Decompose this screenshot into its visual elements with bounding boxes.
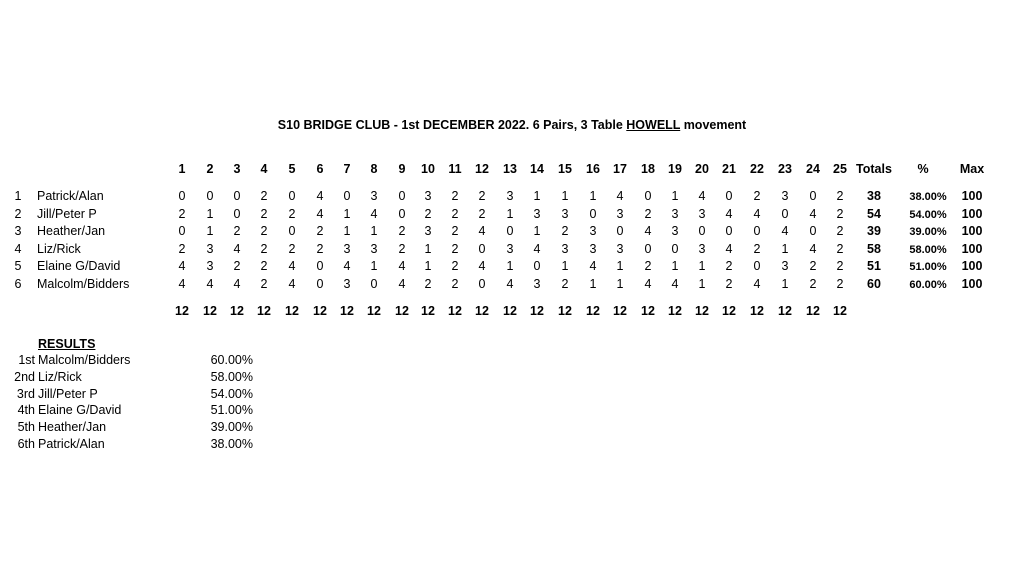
board-score: 2: [478, 189, 486, 203]
pair-total: 58: [867, 241, 881, 256]
board-score: 4: [206, 276, 214, 291]
board-score: 3: [206, 241, 214, 256]
board-header: 23: [778, 162, 792, 176]
board-header: 18: [641, 162, 655, 176]
board-score: 3: [370, 189, 378, 203]
board-score: 2: [836, 206, 844, 221]
board-score: 3: [781, 189, 789, 203]
board-score: 1: [781, 241, 789, 256]
board-score: 4: [316, 189, 324, 203]
pair-percent: 54.00%: [909, 208, 947, 221]
max-header: Max: [959, 162, 985, 176]
board-score: 0: [644, 189, 652, 203]
board-score: 4: [753, 206, 761, 221]
board-score: 4: [589, 259, 597, 273]
column-total: 12: [421, 304, 435, 318]
result-place: 3rd: [16, 386, 35, 401]
pair-max: 100: [961, 241, 983, 256]
board-score: 3: [561, 241, 569, 256]
board-score: 1: [424, 241, 432, 256]
board-score: 0: [616, 224, 624, 238]
column-total: 12: [448, 304, 462, 318]
board-score: 2: [233, 259, 241, 273]
board-score: 0: [781, 206, 789, 221]
pair-number: 3: [14, 224, 22, 238]
board-score: 2: [424, 276, 432, 291]
board-score: 3: [698, 241, 706, 256]
board-score: 3: [589, 224, 597, 238]
column-total: 12: [695, 304, 709, 318]
pair-percent: 38.00%: [909, 191, 947, 203]
board-score: 4: [398, 276, 406, 291]
board-score: 3: [671, 206, 679, 221]
board-score: 2: [451, 241, 459, 256]
board-header: 25: [833, 162, 847, 176]
board-header: 24: [806, 162, 820, 176]
column-total: 12: [175, 304, 189, 318]
board-score: 4: [809, 206, 817, 221]
board-score: 0: [206, 189, 214, 203]
board-header: 17: [613, 162, 627, 176]
board-score: 2: [836, 241, 844, 256]
result-place: 1st: [18, 353, 35, 367]
column-total: 12: [203, 304, 217, 318]
board-score: 2: [260, 241, 268, 256]
column-total: 12: [367, 304, 381, 318]
board-header: 1: [178, 162, 186, 176]
board-score: 3: [781, 259, 789, 273]
pair-name: Patrick/Alan: [37, 189, 104, 203]
board-header: 20: [695, 162, 709, 176]
board-score: 2: [644, 206, 652, 221]
board-header: 22: [750, 162, 764, 176]
board-header: 7: [343, 162, 351, 176]
board-score: 1: [589, 189, 597, 203]
board-score: 2: [753, 241, 761, 256]
board-score: 0: [478, 276, 486, 291]
board-score: 2: [260, 224, 268, 238]
column-total: 12: [230, 304, 244, 318]
board-score: 2: [260, 189, 268, 203]
pair-percent: 51.00%: [909, 261, 947, 273]
board-score: 1: [781, 276, 789, 291]
board-score: 2: [451, 206, 459, 221]
board-score: 1: [533, 224, 541, 238]
board-score: 2: [398, 241, 406, 256]
board-score: 0: [725, 189, 733, 203]
board-score: 4: [698, 189, 706, 203]
pair-total: 51: [867, 259, 881, 273]
board-score: 0: [698, 224, 706, 238]
board-score: 3: [506, 189, 514, 203]
board-score: 2: [233, 224, 241, 238]
column-total: 12: [340, 304, 354, 318]
result-percent: 39.00%: [210, 420, 253, 435]
pair-number: 1: [14, 189, 22, 203]
board-score: 3: [506, 241, 514, 256]
board-score: 0: [506, 224, 514, 238]
board-score: 2: [478, 206, 486, 221]
board-score: 2: [316, 224, 324, 238]
column-total: 12: [750, 304, 764, 318]
board-score: 1: [370, 224, 378, 238]
title-howell: HOWELL: [626, 118, 681, 132]
board-score: 4: [288, 259, 296, 273]
board-score: 4: [671, 276, 679, 291]
column-total: 12: [285, 304, 299, 318]
board-score: 4: [178, 276, 186, 291]
board-score: 1: [616, 276, 624, 291]
board-score: 2: [725, 276, 733, 291]
board-header: 4: [260, 162, 268, 176]
board-score: 0: [178, 224, 186, 238]
pair-number: 4: [14, 241, 22, 256]
board-score: 0: [809, 189, 817, 203]
board-score: 4: [343, 259, 351, 273]
board-header: 6: [316, 162, 324, 176]
pair-name: Liz/Rick: [37, 241, 81, 256]
column-total: 12: [833, 304, 847, 318]
board-score: 2: [753, 189, 761, 203]
board-header: 3: [233, 162, 241, 176]
board-score: 2: [451, 224, 459, 238]
result-pair: Jill/Peter P: [38, 386, 98, 401]
board-score: 1: [506, 259, 514, 273]
result-place: 5th: [17, 420, 35, 435]
result-percent: 38.00%: [210, 437, 253, 451]
pair-percent: 58.00%: [909, 243, 947, 256]
result-place: 4th: [17, 403, 35, 418]
board-score: 3: [698, 206, 706, 221]
board-score: 2: [836, 276, 844, 291]
pair-total: 60: [867, 276, 881, 291]
result-pair: Heather/Jan: [38, 420, 107, 435]
column-total: 12: [503, 304, 517, 318]
board-header: 9: [398, 162, 406, 176]
column-total: 12: [530, 304, 544, 318]
pair-total: 38: [867, 189, 881, 203]
board-score: 3: [343, 241, 351, 256]
board-score: 4: [616, 189, 624, 203]
board-score: 3: [589, 241, 597, 256]
page-title: [0, 118, 1024, 132]
column-total: 12: [475, 304, 489, 318]
board-score: 2: [424, 206, 432, 221]
board-score: 4: [725, 206, 733, 221]
board-score: 4: [781, 224, 789, 238]
board-score: 0: [233, 189, 241, 203]
column-total: 12: [722, 304, 736, 318]
board-score: 2: [451, 276, 459, 291]
column-total: 12: [586, 304, 600, 318]
board-score: 2: [260, 206, 268, 221]
board-score: 4: [809, 241, 817, 256]
result-percent: 54.00%: [210, 386, 253, 401]
board-score: 0: [671, 241, 679, 256]
board-score: 2: [809, 276, 817, 291]
pair-name: Jill/Peter P: [37, 206, 97, 221]
results-heading: RESULTS: [38, 337, 96, 351]
board-score: 3: [424, 189, 432, 203]
column-total: 12: [668, 304, 682, 318]
board-score: 1: [424, 259, 432, 273]
board-score: 0: [316, 259, 324, 273]
column-total: 12: [558, 304, 572, 318]
column-total: 12: [257, 304, 271, 318]
board-header: 10: [421, 162, 435, 176]
board-score: 2: [836, 259, 844, 273]
board-score: 0: [398, 206, 406, 221]
pair-max: 100: [961, 189, 983, 203]
board-score: 0: [288, 224, 296, 238]
board-score: 3: [533, 206, 541, 221]
board-score: 4: [533, 241, 541, 256]
board-score: 1: [533, 189, 541, 203]
board-score: 4: [398, 259, 406, 273]
board-score: 2: [288, 241, 296, 256]
result-place: 6th: [17, 437, 35, 451]
board-score: 1: [370, 259, 378, 273]
board-score: 4: [506, 276, 514, 291]
board-score: 2: [561, 224, 569, 238]
board-header: 19: [668, 162, 682, 176]
board-score: 1: [343, 206, 351, 221]
board-header: 5: [288, 162, 296, 176]
board-score: 0: [316, 276, 324, 291]
board-header: 14: [530, 162, 544, 176]
board-score: 0: [725, 224, 733, 238]
board-score: 0: [398, 189, 406, 203]
result-place: 2nd: [14, 369, 35, 384]
board-score: 1: [561, 259, 569, 273]
board-score: 1: [506, 206, 514, 221]
board-header: 13: [503, 162, 517, 176]
result-percent: 60.00%: [210, 353, 253, 367]
board-score: 2: [288, 206, 296, 221]
board-score: 3: [370, 241, 378, 256]
column-total: 12: [395, 304, 409, 318]
board-score: 2: [725, 259, 733, 273]
column-total: 12: [641, 304, 655, 318]
board-score: 3: [671, 224, 679, 238]
board-score: 1: [206, 206, 214, 221]
title-prefix: S10 BRIDGE CLUB - 1st DECEMBER 2022. 6 Pairs, 3 Table: [277, 118, 627, 132]
board-header: 8: [370, 162, 378, 176]
result-percent: 51.00%: [210, 403, 253, 418]
column-total: 12: [806, 304, 820, 318]
board-score: 0: [288, 189, 296, 203]
board-score: 4: [478, 224, 486, 238]
pair-number: 2: [14, 206, 22, 221]
pair-name: Heather/Jan: [37, 224, 106, 238]
board-score: 1: [616, 259, 624, 273]
pair-name: Elaine G/David: [37, 259, 121, 273]
pair-name: Malcolm/Bidders: [37, 276, 130, 291]
board-score: 4: [316, 206, 324, 221]
pair-max: 100: [961, 206, 983, 221]
board-score: 0: [753, 224, 761, 238]
result-pair: Elaine G/David: [38, 403, 122, 418]
board-score: 0: [178, 189, 186, 203]
board-score: 2: [260, 276, 268, 291]
board-score: 1: [561, 189, 569, 203]
pair-number: 5: [14, 259, 22, 273]
board-score: 2: [260, 259, 268, 273]
board-score: 1: [671, 259, 679, 273]
board-score: 4: [644, 224, 652, 238]
board-score: 4: [288, 276, 296, 291]
board-score: 4: [644, 276, 652, 291]
board-score: 0: [533, 259, 541, 273]
board-score: 1: [589, 276, 597, 291]
board-score: 4: [478, 259, 486, 273]
board-score: 1: [671, 189, 679, 203]
pair-total: 39: [867, 224, 881, 238]
board-score: 1: [343, 224, 351, 238]
board-score: 0: [370, 276, 378, 291]
board-score: 2: [561, 276, 569, 291]
result-pair: Liz/Rick: [38, 369, 82, 384]
board-score: 2: [316, 241, 324, 256]
board-score: 2: [809, 259, 817, 273]
board-score: 3: [616, 241, 624, 256]
pair-total: 54: [867, 206, 881, 221]
board-score: 0: [478, 241, 486, 256]
board-score: 2: [451, 259, 459, 273]
column-total: 12: [313, 304, 327, 318]
result-percent: 58.00%: [210, 369, 253, 384]
board-score: 3: [206, 259, 214, 273]
board-header: 12: [475, 162, 489, 176]
totals-header: Totals: [856, 162, 892, 176]
board-score: 2: [836, 189, 844, 203]
board-header: 15: [558, 162, 572, 176]
board-score: 4: [753, 276, 761, 291]
board-score: 4: [370, 206, 378, 221]
board-score: 3: [616, 206, 624, 221]
board-score: 2: [644, 259, 652, 273]
percent-header: %: [917, 162, 929, 176]
board-score: 2: [398, 224, 406, 238]
board-score: 4: [233, 276, 241, 291]
board-score: 3: [533, 276, 541, 291]
board-score: 3: [424, 224, 432, 238]
board-header: 16: [586, 162, 600, 176]
board-score: 1: [206, 224, 214, 238]
board-score: 2: [451, 189, 459, 203]
board-score: 3: [561, 206, 569, 221]
result-pair: Malcolm/Bidders: [38, 353, 131, 367]
board-score: 0: [343, 189, 351, 203]
board-score: 4: [725, 241, 733, 256]
pair-max: 100: [961, 276, 983, 291]
pair-percent: 60.00%: [909, 278, 947, 291]
board-score: 0: [753, 259, 761, 273]
board-score: 2: [178, 241, 186, 256]
board-header: 21: [722, 162, 736, 176]
column-total: 12: [778, 304, 792, 318]
pair-max: 100: [961, 259, 983, 273]
board-score: 0: [809, 224, 817, 238]
board-header: 11: [448, 162, 462, 176]
board-score: 0: [589, 206, 597, 221]
board-score: 1: [698, 259, 706, 273]
pair-number: 6: [14, 276, 22, 291]
board-score: 4: [178, 259, 186, 273]
board-score: 2: [836, 224, 844, 238]
board-score: 4: [233, 241, 241, 256]
pair-max: 100: [961, 224, 983, 238]
board-score: 1: [698, 276, 706, 291]
board-score: 0: [644, 241, 652, 256]
column-total: 12: [613, 304, 627, 318]
board-score: 2: [178, 206, 186, 221]
board-score: 0: [233, 206, 241, 221]
title-suffix: movement: [680, 118, 747, 132]
board-score: 3: [343, 276, 351, 291]
result-pair: Patrick/Alan: [38, 437, 105, 451]
board-header: 2: [206, 162, 214, 176]
pair-percent: 39.00%: [909, 226, 947, 238]
